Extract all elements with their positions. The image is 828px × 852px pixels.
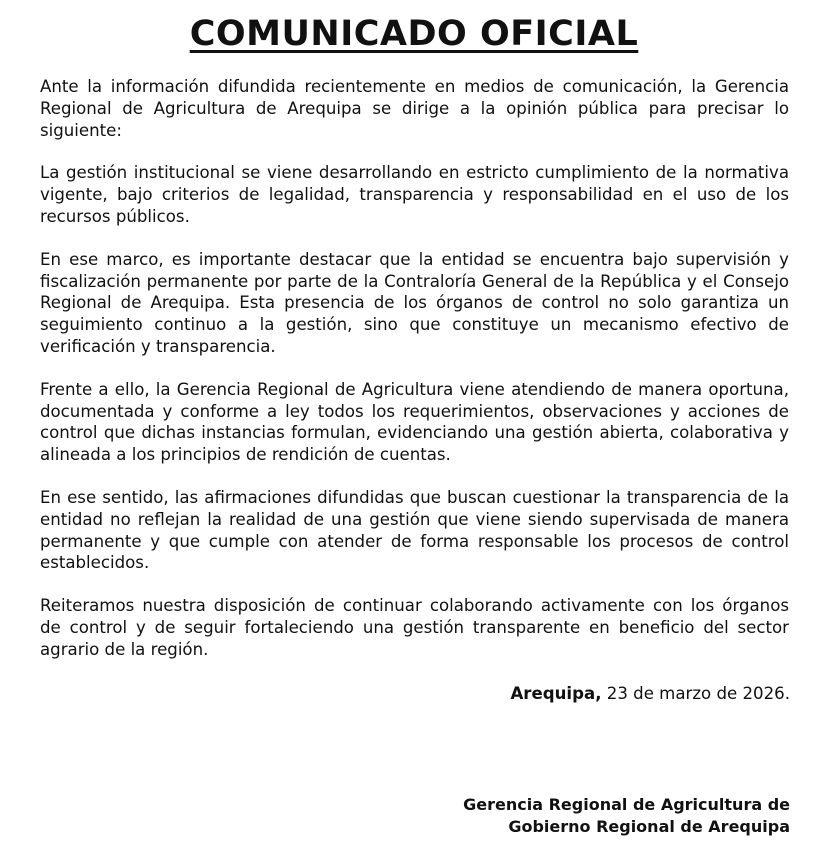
document-title-block	[0, 12, 828, 56]
document-date	[510, 683, 790, 705]
signature-line-2: Gobierno Regional de Arequipa	[508, 817, 790, 836]
paragraph-closing: Reiteramos nuestra disposición de continuar colaborando activamente con los órganos de control y de seguir fortaleciendo una gestión transparente en beneficio del sector agrario de la región.	[40, 596, 789, 659]
signature-line-1: Gerencia Regional de Agricultura de	[463, 795, 790, 814]
paragraph-management: La gestión institucional se viene desarrollando en estricto cumplimiento de la normativa vigente, bajo criterios de legalidad, transparencia y responsabilidad en el uso de los recursos públicos.	[40, 163, 789, 226]
paragraph-intro: Ante la información difundida recientemente en medios de comunicación, la Gerencia Regional de Agricultura de Arequipa se dirige a la opinión pública para precisar lo siguiente:	[40, 77, 789, 140]
document-body	[40, 76, 789, 682]
document-title: COMUNICADO OFICIAL	[189, 14, 639, 54]
date-text: 23 de marzo de 2026.	[601, 684, 790, 703]
paragraph-clarification: En ese sentido, las afirmaciones difundidas que buscan cuestionar la transparencia de la entidad no reflejan la realidad de una gestión que viene siendo supervisada de manera permanente y que cumple con atender de forma responsable los procesos de control establecidos.	[40, 487, 789, 573]
paragraph-supervision: En ese marco, es importante destacar que la entidad se encuentra bajo supervisión y fiscalización permanente por parte de la Contraloría General de la República y el Consejo Regional de Arequipa. Esta presencia de los órganos de control no solo garantiza un seguimiento continuo a la gestión, sino que constituye un mecanismo efectivo de verificación y transparencia.	[40, 249, 789, 356]
date-place: Arequipa,	[510, 684, 602, 703]
signature-block	[463, 794, 790, 838]
paragraph-response: Frente a ello, la Gerencia Regional de Agricultura viene atendiendo de manera oportuna, documentada y conforme a ley todos los requerimientos, observaciones y acciones de control que dichas instancias formulan, evidenciando una gestión abierta, colaborativa y alineada a los principios de rendición de cuentas.	[40, 379, 789, 465]
